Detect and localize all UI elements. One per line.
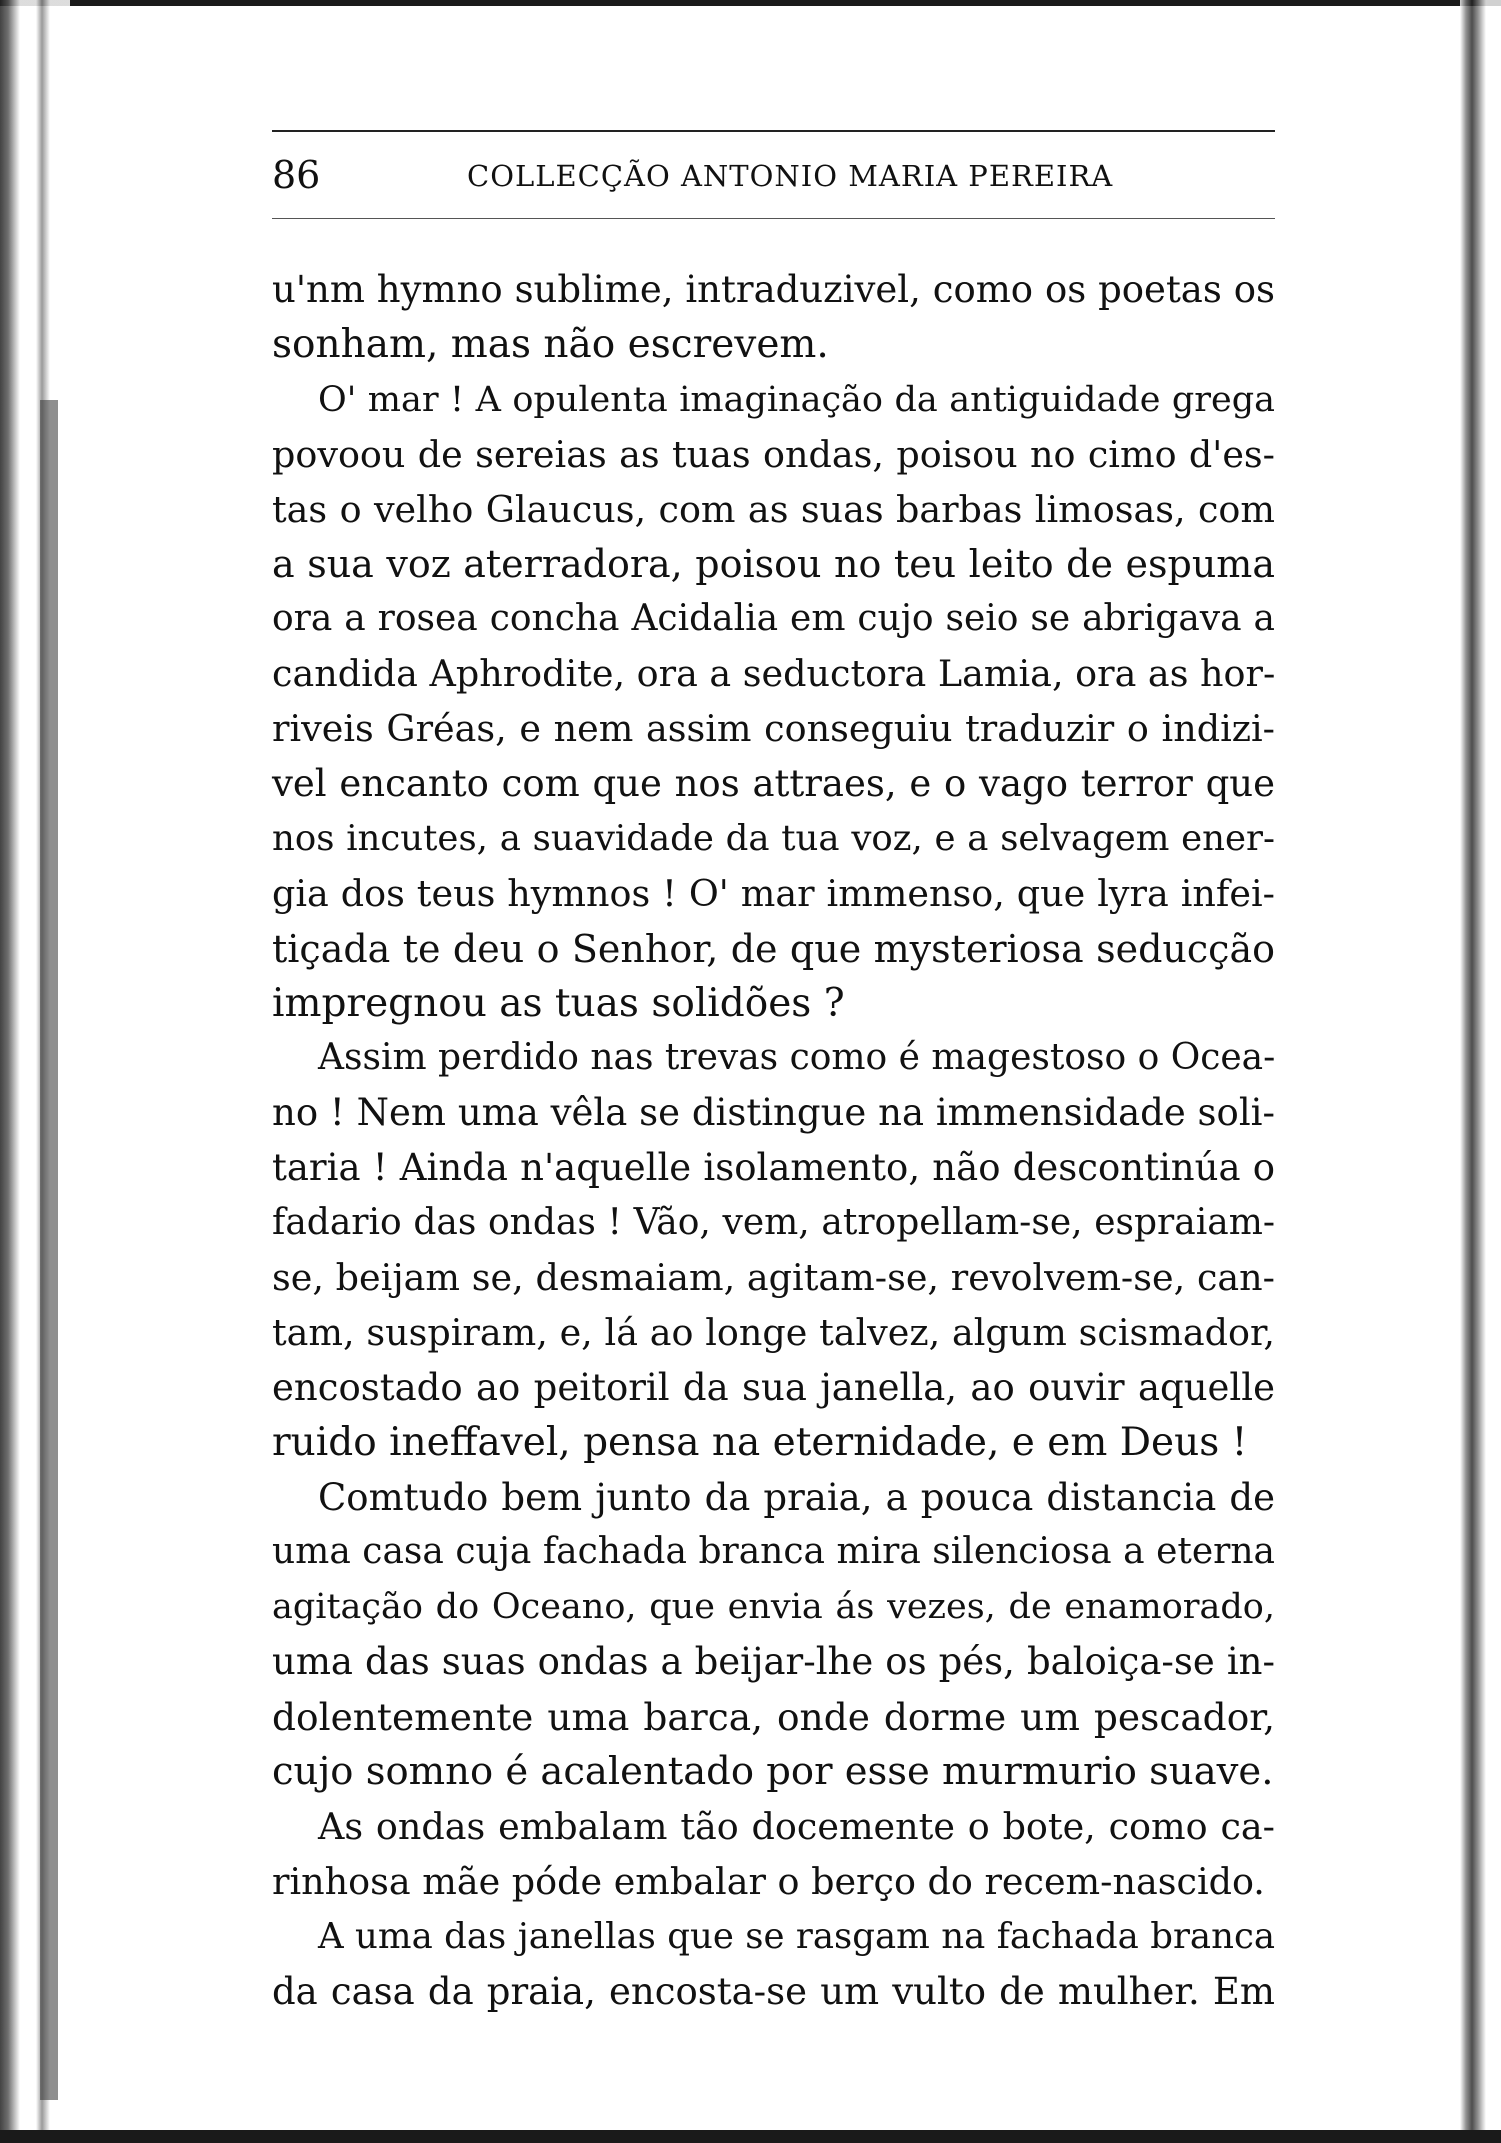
text-line: u'nm hymno sublime, intraduzivel, como os poetas os	[272, 268, 1275, 311]
text-line: no ! Nem uma vêla se distingue na immensidade soli-	[272, 1091, 1275, 1135]
body-text	[272, 263, 1275, 2020]
text-line: encostado ao peitoril da sua janella, ao ouvir aquelle	[272, 1365, 1275, 1409]
scan-border-bottom	[0, 2130, 1501, 2143]
text-line: vel encanto com que nos attraes, e o vago terror que	[272, 762, 1275, 806]
text-line: se, beijam se, desmaiam, agitam-se, revolvem-se, can-	[272, 1256, 1275, 1300]
text-line: tas o velho Glaucus, com as suas barbas limosas, com	[272, 487, 1275, 531]
text-line: tam, suspiram, e, lá ao longe talvez, algum scismador,	[272, 1310, 1275, 1354]
text-line: tiçada te deu o Senhor, de que mysteriosa seducção	[272, 926, 1275, 971]
text-line: Comtudo bem junto da praia, a pouca distancia de	[318, 1475, 1275, 1519]
text-line: fadario das ondas ! Vão, vem, atropellam-se, espraiam-	[272, 1202, 1275, 1244]
header-rule-bottom	[272, 218, 1275, 219]
text-line: da casa da praia, encosta-se um vulto de mulher. Em	[272, 1969, 1275, 2013]
text-line: Assim perdido nas trevas como é magestoso o Ocea-	[318, 1037, 1276, 1079]
text-line: a sua voz aterradora, poisou no teu leito de espuma	[272, 542, 1275, 587]
text-line: gia dos teus hymnos ! O' mar immenso, que lyra infei-	[272, 871, 1275, 915]
running-head: COLLECÇÃO ANTONIO MARIA PEREIRA	[467, 159, 1114, 193]
text-line: A uma das janellas que se rasgam na fachada branca	[318, 1915, 1275, 1957]
book-spine-edge	[40, 400, 58, 2100]
text-line: uma das suas ondas a beijar-lhe os pés, baloiça-se in-	[272, 1640, 1275, 1684]
text-line: ora a rosea concha Acidalia em cujo seio se abrigava a	[272, 598, 1275, 640]
text-line: nos incutes, a suavidade da tua voz, e a selvagem ener-	[272, 817, 1275, 859]
text-line: dolentemente uma barca, onde dorme um pescador,	[272, 1695, 1275, 1740]
text-line: As ondas embalam tão docemente o bote, como ca-	[318, 1804, 1275, 1848]
text-line: rinhosa mãe póde embalar o berço do recem-nascido.	[272, 1859, 1265, 1903]
text-line: impregnou as tuas solidões ?	[272, 980, 845, 1026]
scan-border-top	[0, 0, 1501, 6]
page-header	[272, 150, 1275, 200]
text-line: ruido ineffavel, pensa na eternidade, e em Deus !	[272, 1419, 1248, 1465]
book-binding-shadow	[0, 0, 70, 2143]
page-number: 86	[272, 153, 321, 197]
text-line: sonham, mas não escrevem.	[272, 321, 829, 367]
text-line: povoou de sereias as tuas ondas, poisou no cimo d'es-	[272, 432, 1275, 476]
text-line: uma casa cuja fachada branca mira silenciosa a eterna	[272, 1531, 1275, 1573]
text-line: riveis Gréas, e nem assim conseguiu traduzir o indizi-	[272, 707, 1275, 751]
text-line: cujo somno é acalentado por esse murmurio suave.	[272, 1749, 1274, 1795]
text-line: agitação do Oceano, que envia ás vezes, de enamorado,	[272, 1587, 1275, 1628]
header-rule-top	[272, 130, 1275, 132]
text-line: taria ! Ainda n'aquelle isolamento, não descontinúa o	[272, 1146, 1275, 1190]
page-edge-shadow	[1460, 0, 1501, 2143]
text-line: candida Aphrodite, ora a seductora Lamia, ora as hor-	[272, 652, 1276, 696]
text-line: O' mar ! A opulenta imaginação da antiguidade grega	[318, 379, 1275, 420]
